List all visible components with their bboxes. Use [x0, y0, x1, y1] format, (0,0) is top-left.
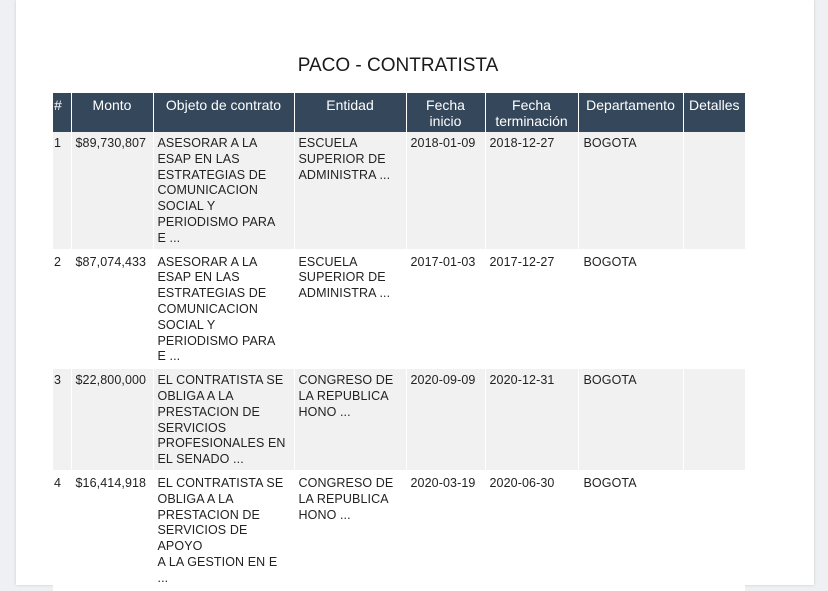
cell-fecha-inicio: 2020-03-19 [406, 471, 485, 590]
cell-objeto-line: ESTRATEGIAS DE [157, 286, 267, 301]
cell-objeto [153, 250, 294, 369]
cell-objeto-line: SOCIAL Y [157, 317, 216, 332]
cell-entidad [294, 132, 406, 250]
cell-objeto-line: COMUNICACION [157, 301, 259, 316]
cell-objeto [153, 132, 294, 250]
cell-objeto-line: ESAP EN LAS [157, 151, 240, 166]
cell-objeto-line: E ... [157, 349, 181, 364]
header-objeto[interactable]: Objeto de contrato [153, 93, 294, 132]
cell-objeto-line: A LA GESTION EN E ... [157, 554, 278, 585]
header-fecha-terminacion[interactable] [485, 93, 578, 132]
header-fecha-inicio-line2: inicio [429, 113, 462, 129]
cell-objeto-line: SOCIAL Y [157, 199, 216, 214]
cell-entidad-line: LA REPUBLICA [298, 388, 389, 403]
cell-entidad-line: CONGRESO DE [298, 475, 394, 490]
table-row[interactable] [53, 250, 745, 369]
table-header [53, 93, 745, 132]
cell-objeto-line: EL SENADO ... [157, 452, 244, 467]
cell-monto: $89,730,807 [71, 132, 153, 250]
cell-objeto-line: PRESTACION DE [157, 507, 260, 522]
cell-objeto-line: ESTRATEGIAS DE [157, 167, 267, 182]
table-body [53, 132, 745, 590]
cell-entidad [294, 368, 406, 471]
cell-entidad-line: ESCUELA [298, 136, 358, 150]
cell-detalles [683, 471, 745, 590]
cell-objeto-line: SERVICIOS [157, 420, 227, 435]
cell-objeto [153, 368, 294, 471]
cell-entidad-line: SUPERIOR DE [298, 270, 386, 285]
header-row [53, 93, 745, 132]
header-departamento[interactable]: Departamento [578, 93, 683, 132]
cell-num: 2 [53, 250, 71, 369]
cell-fecha-terminacion: 2020-06-30 [485, 471, 578, 590]
table-row[interactable] [53, 132, 745, 250]
cell-fecha-terminacion: 2018-12-27 [485, 132, 578, 250]
header-fecha-inicio-line1: Fecha [426, 97, 465, 113]
cell-objeto-line: ESAP EN LAS [157, 270, 240, 285]
cell-entidad-line: HONO ... [298, 507, 351, 522]
header-entidad[interactable]: Entidad [294, 93, 406, 132]
cell-objeto-line: PRESTACION DE [157, 404, 260, 419]
contracts-table [53, 93, 745, 591]
header-num[interactable]: # [53, 93, 71, 132]
cell-entidad-line: ADMINISTRA ... [298, 286, 391, 301]
header-fecha-inicio[interactable] [406, 93, 485, 132]
cell-objeto-line: COMUNICACION [157, 183, 259, 198]
cell-entidad-line: HONO ... [298, 404, 351, 419]
cell-departamento: BOGOTA [578, 471, 683, 590]
cell-num: 4 [53, 471, 71, 590]
cell-departamento: BOGOTA [578, 250, 683, 369]
table-row[interactable] [53, 368, 745, 471]
page-title: PACO - CONTRATISTA [297, 55, 499, 76]
cell-entidad-line: LA REPUBLICA [298, 491, 389, 506]
cell-monto: $16,414,918 [71, 471, 153, 590]
cell-entidad [294, 471, 406, 590]
cell-entidad-line: ADMINISTRA ... [298, 167, 391, 182]
cell-detalles [683, 368, 745, 471]
cell-objeto-line: SERVICIOS DE APOYO [157, 523, 248, 554]
cell-objeto [153, 471, 294, 590]
cell-departamento: BOGOTA [578, 368, 683, 471]
cell-objeto-line: EL CONTRATISTA SE [157, 475, 284, 490]
cell-entidad-line: SUPERIOR DE [298, 151, 386, 166]
table-row[interactable] [53, 471, 745, 590]
cell-detalles [683, 250, 745, 369]
cell-objeto-line: OBLIGA A LA [157, 491, 234, 506]
header-detalles[interactable]: Detalles [683, 93, 745, 132]
cell-objeto-line: ASESORAR A LA [157, 254, 258, 269]
cell-monto: $87,074,433 [71, 250, 153, 369]
cell-entidad [294, 250, 406, 369]
cell-objeto-line: PERIODISMO PARA [157, 214, 276, 229]
cell-detalles [683, 132, 745, 250]
cell-fecha-terminacion: 2017-12-27 [485, 250, 578, 369]
cell-objeto-line: PERIODISMO PARA [157, 333, 276, 348]
cell-fecha-inicio: 2018-01-09 [406, 132, 485, 250]
header-fecha-term-line1: Fecha [512, 97, 551, 113]
cell-objeto-line: ASESORAR A LA [157, 136, 258, 150]
cell-num: 3 [53, 368, 71, 471]
cell-objeto-line: EL CONTRATISTA SE [157, 373, 284, 388]
cell-departamento: BOGOTA [578, 132, 683, 250]
cell-fecha-inicio: 2020-09-09 [406, 368, 485, 471]
cell-entidad-line: ESCUELA [298, 254, 358, 269]
cell-fecha-inicio: 2017-01-03 [406, 250, 485, 369]
cell-fecha-terminacion: 2020-12-31 [485, 368, 578, 471]
header-monto[interactable]: Monto [71, 93, 153, 132]
cell-objeto-line: E ... [157, 230, 181, 245]
header-fecha-term-line2: terminación [495, 113, 568, 129]
cell-num: 1 [53, 132, 71, 250]
cell-entidad-line: CONGRESO DE [298, 373, 394, 388]
cell-objeto-line: PROFESIONALES EN [157, 436, 286, 451]
cell-monto: $22,800,000 [71, 368, 153, 471]
cell-objeto-line: OBLIGA A LA [157, 388, 234, 403]
